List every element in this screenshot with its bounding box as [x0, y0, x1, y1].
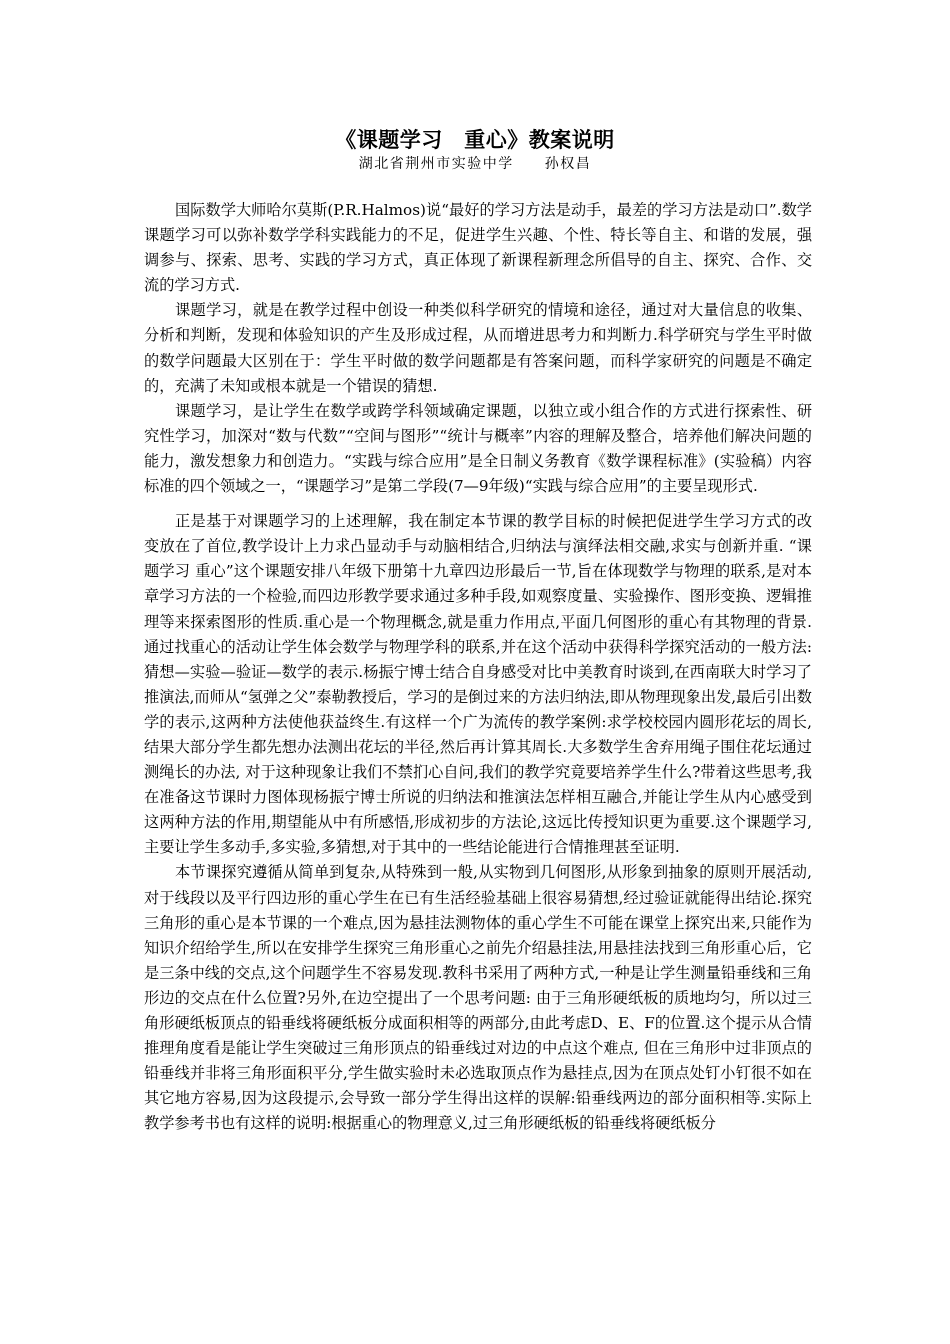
paragraph-1: 国际数学大师哈尔莫斯(P.R.Halmos)说“最好的学习方法是动手，最差的学习方法是动口”.数学课题学习可以弥补数学学科实践能力的不足，促进学生兴趣、个性、特长等自主、和谐的发展，强调参与、探索、思考、实践的学习方式，真正体现了新课程新理念所倡导的自主、探究、合作、交流的学习方式. [144, 201, 812, 295]
paragraph-2: 课题学习，就是在教学过程中创设一种类似科学研究的情境和途径，通过对大量信息的收集、分析和判断，发现和体验知识的产生及形成过程，从而增进思考力和判断力.科学研究与学生平时做的数学问题最大区别在于：学生平时做的数学问题都是有答案问题，而科学家研究的问题是不确定的，充满了未知或根本就是一个错误的猜想. [144, 301, 812, 395]
document-title: 《课题学习 重心》教案说明 [335, 128, 615, 152]
paragraph-4: 正是基于对课题学习的上述理解，我在制定本节课的教学目标的时候把促进学生学习方式的改变放在了首位,教学设计上力求凸显动手与动脑相结合,归纳法与演绎法相交融,求实与创新并重. “课题学习 重心”这个课题安排八年级下册第十九章四边形最后一节,旨在体现数学与物理的联系,是对本章学习方法的一个检验,而四边形教学要求通过多种手段,如观察度量、实验操作、图形变换、逻辑推理等来探索图形的性质.重心是一个物理概念,就是重力作用点,平面几何图形的重心有其物理的背景.通过找重心的活动让学生体会数学与物理学科的联系,并在这个活动中获得科学探究活动的一般方法:猜想—实验—验证—数学的表示.杨振宁博士结合自身感受对比中美教育时谈到,在西南联大时学习了推演法,而师从“氢弹之父”泰勒教授后，学习的是倒过来的方法归纳法,即从物理现象出发,最后引出数学的表示,这两种方法使他获益终生.有这样一个广为流传的教学案例:求学校校园内圆形花坛的周长,结果大部分学生都先想办法测出花坛的半径,然后再计算其周长.大多数学生舍弃用绳子围住花坛通过测绳长的办法, 对于这种现象让我们不禁扪心自问,我们的教学究竟要培养学生什么?带着这些思考,我在准备这节课时力图体现杨振宁博士所说的归纳法和推演法怎样相互融合,并能让学生从内心感受到这两种方法的作用,期望能从中有所感悟,形成初步的方法论,这远比传授知识更为重要.这个课题学习,主要让学生多动手,多实验,多猜想,对于其中的一些结论能进行合情推理甚至证明. [144, 512, 812, 857]
paragraph-3: 课题学习，是让学生在数学或跨学科领域确定课题，以独立或小组合作的方式进行探索性、研究性学习，加深对“数与代数”“空间与图形”“统计与概率”内容的理解及整合，培养他们解决问题的能力，激发想象力和创造力。“实践与综合应用”是全日制义务教育《数学课程标准》(实验稿）内容标准的四个领域之一，“课题学习”是第二学段(7—9年级)“实践与综合应用”的主要呈现形式. [144, 401, 812, 496]
document-body [144, 198, 812, 1136]
paragraph-5: 本节课探究遵循从简单到复杂,从特殊到一般,从实物到几何图形,从形象到抽象的原则开展活动,对于线段以及平行四边形的重心学生在已有生活经验基础上很容易猜想,经过验证就能得出结论.探究三角形的重心是本节课的一个难点,因为悬挂法测物体的重心学生不可能在课堂上探究出来,只能作为知识介绍给学生,所以在安排学生探究三角形重心之前先介绍悬挂法,用悬挂法找到三角形重心后，它是三条中线的交点,这个问题学生不容易发现.教科书采用了两种方式,一种是让学生测量铅垂线和三角形边的交点在什么位置?另外,在边空提出了一个思考问题: 由于三角形硬纸板的质地均匀，所以过三角形硬纸板顶点的铅垂线将硬纸板分成面积相等的两部分,由此考虑D、E、F的位置.这个提示从合情推理角度看是能让学生突破过三角形顶点的铅垂线过对边的中点这个难点, 但在三角形中过非顶点的铅垂线并非将三角形面积平分,学生做实验时未必选取顶点作为悬挂点,因为在顶点处钉小钉很不如在其它地方容易,因为这段提示,会导致一部分学生得出这样的误解:铅垂线两边的部分面积相等.实际上教学参考书也有这样的说明:根据重心的物理意义,过三角形硬纸板的铅垂线将硬纸板分 [144, 863, 812, 1133]
author-byline: 湖北省荆州市实验中学 孙权昌 [358, 156, 592, 172]
